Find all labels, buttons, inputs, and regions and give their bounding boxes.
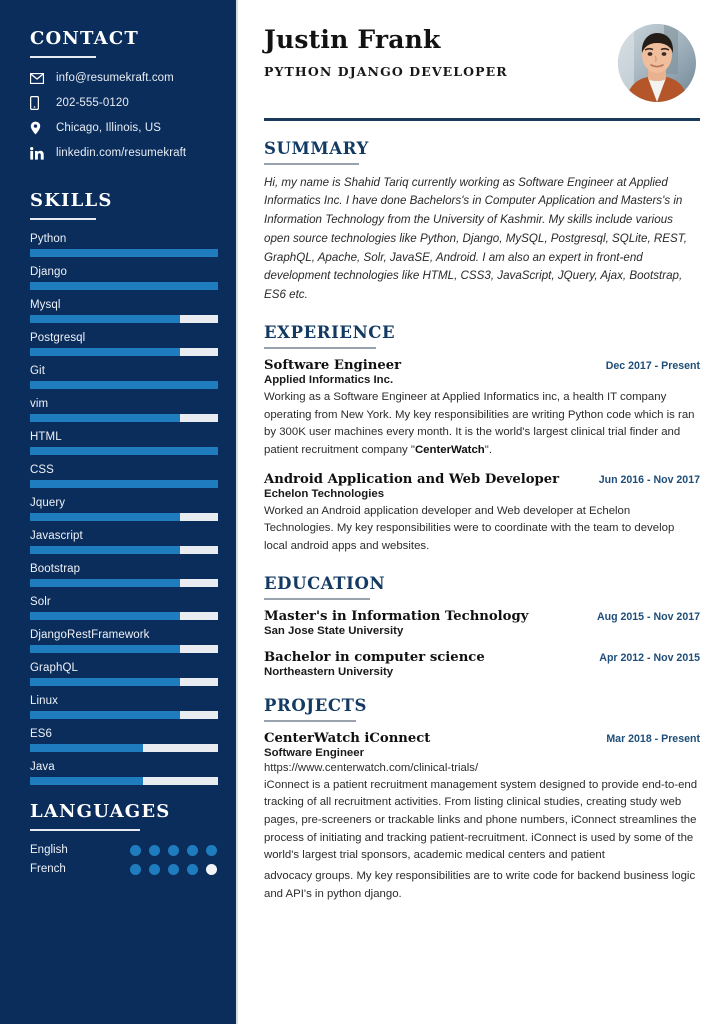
- skill-label: Git: [30, 365, 45, 377]
- rating-dot-filled: [149, 845, 160, 856]
- skill-item: [30, 332, 218, 356]
- skill-bar-fill: [30, 711, 180, 719]
- languages-heading: LANGUAGES: [30, 801, 171, 822]
- summary-heading-rule: [264, 163, 359, 165]
- skill-bar-fill: [30, 381, 218, 389]
- skill-bar-track: [30, 282, 218, 290]
- contact-phone-text: 202-555-0120: [56, 97, 129, 109]
- education-date: Aug 2015 - Nov 2017: [596, 610, 700, 623]
- skill-bar-fill: [30, 678, 180, 686]
- skill-bar-fill: [30, 480, 218, 488]
- project-role: Software Engineer: [264, 746, 365, 759]
- skill-label: Bootstrap: [30, 563, 81, 575]
- language-label: English: [30, 844, 68, 856]
- skill-bar-track: [30, 711, 218, 719]
- contact-item-phone[interactable]: [30, 96, 218, 110]
- skill-bar-track: [30, 513, 218, 521]
- contact-item-location[interactable]: [30, 121, 218, 135]
- education-date: Apr 2012 - Nov 2015: [599, 651, 700, 664]
- rating-dot-filled: [149, 864, 160, 875]
- skill-bar-track: [30, 381, 218, 389]
- education-heading-rule: [264, 598, 370, 600]
- summary-heading: SUMMARY: [264, 138, 369, 158]
- project-entry: [264, 731, 700, 904]
- skill-label: Linux: [30, 695, 58, 707]
- skill-bar-track: [30, 777, 218, 785]
- entry-header: [264, 650, 700, 665]
- rating-dot-filled: [187, 845, 198, 856]
- skill-item: [30, 530, 218, 554]
- skill-item: [30, 431, 218, 455]
- skill-bar-fill: [30, 282, 218, 290]
- company-name: Applied Informatics Inc.: [264, 373, 394, 386]
- skill-bar-track: [30, 546, 218, 554]
- skill-item: [30, 233, 218, 257]
- skill-label: ES6: [30, 728, 53, 740]
- language-item: [30, 844, 218, 856]
- skill-bar-track: [30, 447, 218, 455]
- skill-label: Jquery: [30, 497, 66, 509]
- job-title: Software Engineer: [264, 357, 402, 373]
- avatar: [618, 24, 696, 102]
- skill-bar-fill: [30, 513, 180, 521]
- education-heading: EDUCATION: [264, 573, 386, 593]
- education-section: [264, 574, 700, 678]
- skill-item: [30, 464, 218, 488]
- skills-list: [30, 233, 218, 785]
- experience-list: [264, 358, 700, 556]
- language-rating: [130, 845, 217, 856]
- rating-dot-filled: [168, 845, 179, 856]
- resume-header: [264, 26, 700, 102]
- skill-bar-track: [30, 414, 218, 422]
- contact-email-text: info@resumekraft.com: [56, 72, 174, 84]
- languages-heading-rule: [30, 829, 140, 831]
- school-name: San Jose State University: [264, 624, 404, 637]
- location-pin-icon: [30, 121, 48, 135]
- school-name: Northeastern University: [264, 665, 394, 678]
- envelope-icon: [30, 71, 48, 85]
- language-label: French: [30, 863, 66, 875]
- project-description-1: iConnect is a patient recruitment management system designed to provide end-to-end tracking of all recruitment activities. From listing clinical studies, creating study web pages, pre-screeners or trackable links and phone numbers, iConnect streamlines the process of initiating and tracking patient-recruitment. iConnect is used by some of the world's largest trial sponsors, academic medical centers and patient: [264, 778, 698, 862]
- skill-bar-track: [30, 348, 218, 356]
- contact-section: [30, 28, 218, 160]
- experience-entry: [264, 358, 700, 460]
- skill-bar-fill: [30, 546, 180, 554]
- skill-bar-fill: [30, 414, 180, 422]
- experience-entry: [264, 472, 700, 556]
- skill-item: [30, 563, 218, 587]
- skills-heading: SKILLS: [30, 190, 113, 211]
- education-entry: [264, 609, 700, 637]
- skill-label: Javascript: [30, 530, 83, 542]
- contact-item-linkedin[interactable]: [30, 146, 218, 160]
- highlighted-term: CenterWatch: [414, 443, 485, 456]
- skill-label: DjangoRestFramework: [30, 629, 150, 641]
- language-item: [30, 863, 218, 875]
- skill-bar-fill: [30, 645, 180, 653]
- languages-list: [30, 844, 218, 875]
- skill-bar-fill: [30, 348, 180, 356]
- contact-heading: CONTACT: [30, 28, 139, 49]
- skill-item: [30, 695, 218, 719]
- sidebar: [0, 0, 238, 1024]
- skill-item: [30, 728, 218, 752]
- job-role: PYTHON DJANGO DEVELOPER: [264, 63, 508, 79]
- job-description: Working as a Software Engineer at Applied Informatics inc, a health IT company operating from New York. My key responsibilities are writing Python code which is ran by 300K user machines every month. It is the world's largest clinical trial finder and patient recruitment company "CenterWatch".: [264, 390, 695, 456]
- skill-bar-fill: [30, 249, 218, 257]
- skill-bar-track: [30, 744, 218, 752]
- skill-bar-fill: [30, 744, 143, 752]
- skill-label: Solr: [30, 596, 51, 608]
- projects-list: [264, 731, 700, 904]
- skill-bar-fill: [30, 612, 180, 620]
- skill-label: Python: [30, 233, 67, 245]
- skill-item: [30, 497, 218, 521]
- summary-section: [264, 139, 700, 305]
- project-url[interactable]: https://www.centerwatch.com/clinical-trials/: [264, 761, 479, 774]
- skill-label: Mysql: [30, 299, 61, 311]
- page-title: Justin Frank: [264, 25, 441, 54]
- skill-label: Django: [30, 266, 68, 278]
- rating-dot-filled: [130, 864, 141, 875]
- contact-item-email[interactable]: [30, 71, 218, 85]
- skill-item: [30, 596, 218, 620]
- job-date: Dec 2017 - Present: [605, 359, 700, 372]
- skill-bar-fill: [30, 579, 180, 587]
- job-title: Android Application and Web Developer: [264, 471, 560, 487]
- rating-dot-filled: [187, 864, 198, 875]
- header-text-block: [264, 26, 508, 79]
- main-content: [238, 0, 724, 1024]
- contact-linkedin-text: linkedin.com/resumekraft: [56, 147, 187, 159]
- profile-photo-illustration: [618, 24, 696, 102]
- rating-dot-empty: [206, 864, 217, 875]
- skill-bar-fill: [30, 315, 180, 323]
- projects-heading: PROJECTS: [264, 695, 368, 715]
- skill-label: Java: [30, 761, 55, 773]
- rating-dot-filled: [130, 845, 141, 856]
- header-divider: [264, 118, 700, 121]
- skill-label: CSS: [30, 464, 54, 476]
- experience-section: [264, 323, 700, 556]
- degree-title: Bachelor in computer science: [264, 649, 485, 665]
- summary-text: Hi, my name is Shahid Tariq currently working as Software Engineer at Applied Informatics Inc. I have done Bachelors's in Computer Application and Masters's in Information Technology from the University of Kashmir. My skills include various open source technologies like Python, Django, MySQL, Postgresql, SQLite, REST, GraphQL, Apache, Solr, JavaSE, Android. I am also an expert in front-end development technologies like HTML, CSS3, JavaScript, JQuery, Ajax, Bootstrap, ES6 etc.: [264, 175, 687, 302]
- project-date: Mar 2018 - Present: [606, 732, 700, 745]
- skill-bar-track: [30, 480, 218, 488]
- skill-bar-track: [30, 645, 218, 653]
- education-entry: [264, 650, 700, 678]
- skill-bar-track: [30, 315, 218, 323]
- skill-item: [30, 761, 218, 785]
- languages-section: [30, 801, 218, 875]
- rating-dot-filled: [206, 845, 217, 856]
- skill-label: vim: [30, 398, 49, 410]
- contact-heading-rule: [30, 56, 96, 58]
- skill-label: Postgresql: [30, 332, 86, 344]
- skill-item: [30, 629, 218, 653]
- company-name: Echelon Technologies: [264, 487, 385, 500]
- skill-item: [30, 662, 218, 686]
- entry-header: [264, 358, 700, 373]
- contact-list: [30, 71, 218, 160]
- skill-label: HTML: [30, 431, 62, 443]
- skill-item: [30, 299, 218, 323]
- skill-item: [30, 398, 218, 422]
- skill-bar-track: [30, 678, 218, 686]
- skill-bar-track: [30, 612, 218, 620]
- skills-section: [30, 190, 218, 785]
- degree-title: Master's in Information Technology: [264, 608, 529, 624]
- projects-heading-rule: [264, 720, 356, 722]
- phone-icon: [30, 96, 48, 110]
- skill-item: [30, 266, 218, 290]
- skills-heading-rule: [30, 218, 96, 220]
- project-description-2: advocacy groups. My key responsibilities are to write code for backend business logic and API's in python django.: [264, 870, 696, 900]
- linkedin-icon: [30, 146, 48, 160]
- experience-heading-rule: [264, 347, 376, 349]
- education-list: [264, 609, 700, 678]
- projects-section: [264, 696, 700, 904]
- entry-header: [264, 472, 700, 487]
- experience-heading: EXPERIENCE: [264, 322, 396, 342]
- skill-bar-track: [30, 579, 218, 587]
- skill-bar-fill: [30, 777, 143, 785]
- contact-location-text: Chicago, Illinois, US: [56, 122, 162, 134]
- rating-dot-filled: [168, 864, 179, 875]
- skill-bar-track: [30, 249, 218, 257]
- skill-item: [30, 365, 218, 389]
- language-rating: [130, 864, 217, 875]
- project-title: CenterWatch iConnect: [264, 730, 431, 746]
- job-date: Jun 2016 - Nov 2017: [598, 473, 700, 486]
- job-description: Worked an Android application developer and Web developer at Echelon Technologies. My key responsibilities were to coordinate with the team to develop local android apps and websites.: [264, 504, 675, 552]
- entry-header: [264, 731, 700, 746]
- skill-label: GraphQL: [30, 662, 79, 674]
- skill-bar-fill: [30, 447, 218, 455]
- entry-header: [264, 609, 700, 624]
